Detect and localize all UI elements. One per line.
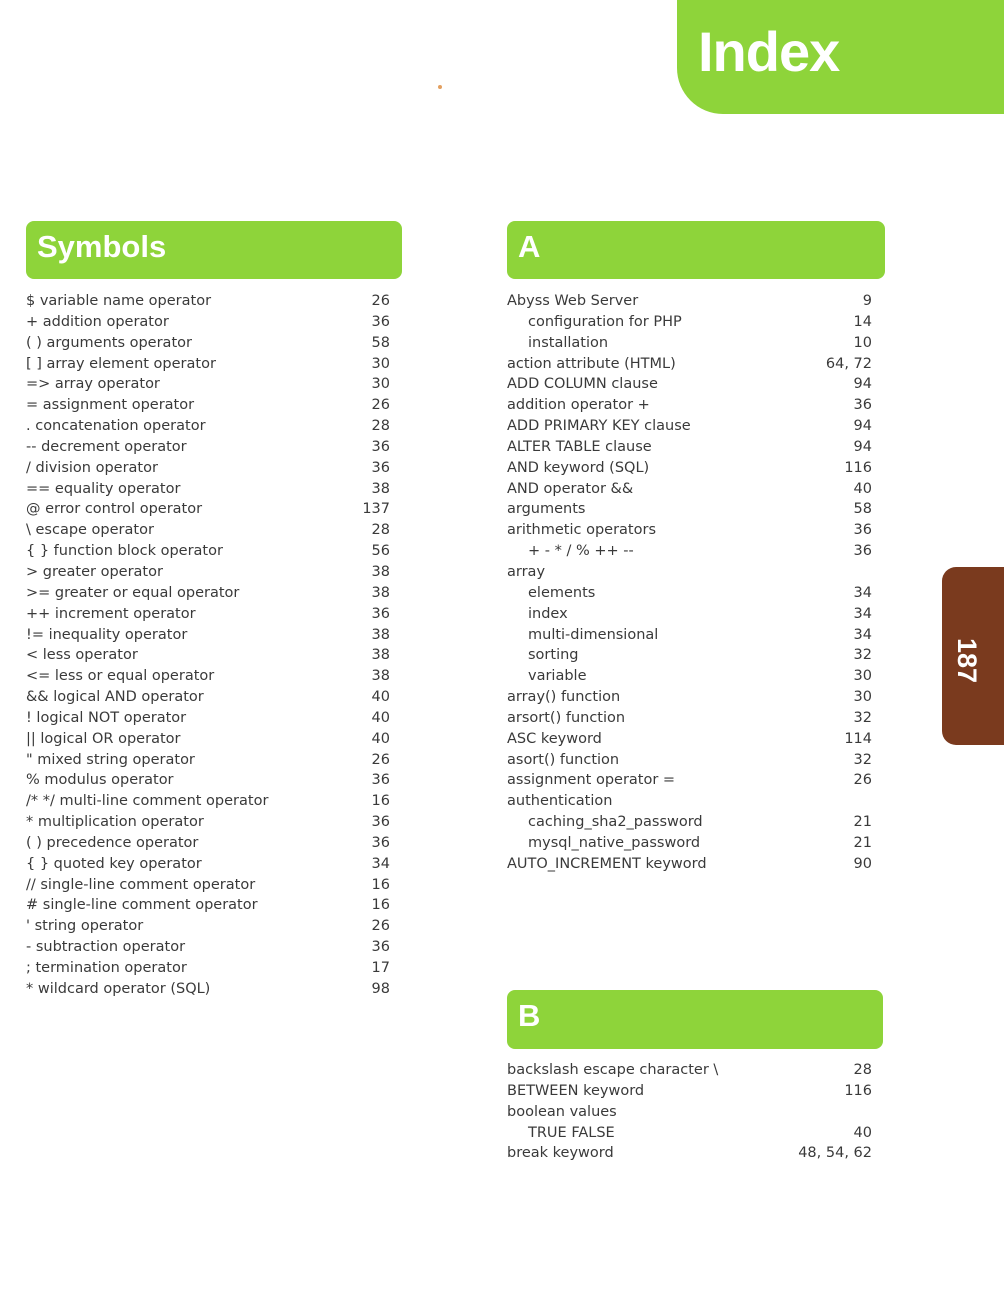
index-entry: [26, 833, 390, 854]
index-term: AND operator &&: [507, 480, 634, 497]
index-entry: [26, 708, 390, 729]
index-page-ref: 38: [371, 480, 390, 497]
index-page-ref: 30: [371, 376, 390, 393]
index-term: ( ) precedence operator: [26, 834, 199, 851]
index-page-ref: 26: [371, 293, 390, 309]
index-term: >= greater or equal operator: [26, 584, 240, 601]
index-page-ref: 26: [853, 772, 872, 789]
index-page-ref: 34: [853, 626, 872, 643]
index-term: = assignment operator: [26, 397, 195, 414]
index-term: ALTER TABLE clause: [507, 438, 652, 455]
index-page-ref: 116: [844, 1082, 872, 1099]
index-term: ADD COLUMN clause: [507, 376, 658, 393]
index-page-ref: 36: [853, 522, 872, 539]
index-entry: [26, 291, 390, 312]
index-term: sorting: [528, 647, 579, 664]
index-entry: [26, 583, 390, 604]
index-page-ref: 26: [371, 751, 390, 768]
index-term: TRUE FALSE: [528, 1124, 615, 1141]
index-term: // single-line comment operator: [26, 876, 256, 893]
index-page-ref: 26: [371, 397, 390, 414]
index-page-ref: 34: [371, 855, 390, 872]
index-term: Abyss Web Server: [507, 293, 639, 309]
index-page-ref: 36: [853, 543, 872, 560]
index-page-ref: 58: [853, 501, 872, 518]
section-header-a: [507, 221, 885, 279]
index-term: variable: [528, 668, 587, 685]
index-term: elements: [528, 584, 596, 601]
index-term: == equality operator: [26, 480, 181, 497]
index-term: ++ increment operator: [26, 605, 196, 622]
index-entry: [26, 979, 390, 1000]
index-term: || logical OR operator: [26, 730, 181, 747]
index-entry: [507, 687, 872, 708]
index-entry: [507, 416, 872, 437]
index-page-ref: 9: [862, 293, 872, 309]
index-term: <= less or equal operator: [26, 668, 215, 685]
index-entry: [26, 666, 390, 687]
index-page-ref: 137: [362, 501, 390, 518]
index-page-ref: 30: [853, 668, 872, 685]
index-term: => array operator: [26, 376, 160, 393]
index-page-ref: 94: [853, 438, 872, 455]
index-entry: [507, 520, 872, 541]
index-term: && logical AND operator: [26, 689, 204, 706]
index-page-ref: 14: [853, 313, 872, 330]
index-term: [ ] array element operator: [26, 355, 216, 372]
index-subentry: [507, 604, 872, 625]
index-term: \ escape operator: [26, 522, 154, 539]
index-term: % modulus operator: [26, 772, 174, 789]
index-page-ref: 32: [853, 709, 872, 726]
index-entry: [507, 750, 872, 771]
index-subentry: [507, 666, 872, 687]
index-entry: [26, 520, 390, 541]
index-term: ; termination operator: [26, 960, 187, 976]
index-entry: [507, 437, 872, 458]
symbols-index-list: [26, 291, 390, 1000]
index-entry: [507, 1060, 872, 1081]
index-term: array: [507, 563, 546, 580]
index-term: /* */ multi-line comment operator: [26, 793, 269, 810]
index-entry: [507, 499, 872, 520]
index-subentry: [507, 625, 872, 646]
index-entry: [26, 437, 390, 458]
index-term: ( ) arguments operator: [26, 334, 192, 351]
index-page-ref: 16: [371, 897, 390, 914]
index-page-ref: 10: [853, 334, 872, 351]
index-page-ref: 21: [853, 834, 872, 851]
index-entry: [26, 895, 390, 916]
a-index-list: [507, 291, 872, 875]
index-term: BETWEEN keyword: [507, 1082, 645, 1099]
index-term: ASC keyword: [507, 730, 602, 747]
index-page-ref: 36: [371, 459, 390, 476]
index-term: . concatenation operator: [26, 418, 206, 435]
index-page-ref: 40: [853, 1124, 872, 1141]
index-subentry: [507, 812, 872, 833]
index-term: authentication: [507, 793, 613, 810]
index-page-ref: 40: [853, 480, 872, 497]
index-term: multi-dimensional: [528, 626, 659, 643]
index-term: mysql_native_password: [528, 834, 701, 851]
index-page-ref: 36: [371, 438, 390, 455]
index-page-ref: 21: [853, 814, 872, 831]
index-page-ref: 38: [371, 584, 390, 601]
index-term: arguments: [507, 501, 586, 518]
index-page-ref: 48, 54, 62: [798, 1145, 872, 1162]
index-entry: [507, 708, 872, 729]
index-entry: [26, 937, 390, 958]
section-heading-a: A: [518, 229, 541, 264]
index-term: ' string operator: [26, 918, 144, 935]
index-term: -- decrement operator: [26, 438, 187, 455]
index-entry: [26, 416, 390, 437]
index-term: installation: [528, 334, 609, 351]
index-page-ref: 30: [371, 355, 390, 372]
index-entry: [26, 458, 390, 479]
index-term: " mixed string operator: [26, 751, 195, 768]
index-entry: [507, 479, 872, 500]
index-page-ref: 32: [853, 751, 872, 768]
index-term: @ error control operator: [26, 501, 203, 518]
index-page-ref: 36: [371, 772, 390, 789]
index-entry: [26, 687, 390, 708]
index-term: != inequality operator: [26, 626, 188, 643]
index-term: backslash escape character \: [507, 1062, 719, 1078]
index-page-ref: 40: [371, 709, 390, 726]
index-term: * wildcard operator (SQL): [26, 980, 211, 997]
index-subentry: [507, 312, 872, 333]
print-speck: [438, 85, 442, 89]
index-page-ref: 34: [853, 584, 872, 601]
index-page-ref: 28: [371, 522, 390, 539]
index-entry: [26, 916, 390, 937]
index-term: break keyword: [507, 1145, 614, 1162]
index-term: asort() function: [507, 751, 620, 768]
index-entry: [507, 374, 872, 395]
index-term: ! logical NOT operator: [26, 709, 187, 726]
index-entry: [507, 1081, 872, 1102]
index-subentry: [507, 333, 872, 354]
index-term: addition operator +: [507, 397, 650, 414]
index-page-ref: 26: [371, 918, 390, 935]
index-page-ref: 36: [371, 939, 390, 956]
index-term: ADD PRIMARY KEY clause: [507, 418, 691, 435]
index-entry: [26, 562, 390, 583]
index-entry: [26, 354, 390, 375]
index-page-ref: 36: [853, 397, 872, 414]
index-entry: [26, 958, 390, 979]
index-page-ref: 16: [371, 876, 390, 893]
index-page-ref: 40: [371, 689, 390, 706]
index-subentry: [507, 1123, 872, 1144]
index-entry: [26, 875, 390, 896]
index-entry: [507, 770, 872, 791]
index-entry: [26, 312, 390, 333]
index-term: caching_sha2_password: [528, 814, 703, 831]
index-entry: [26, 791, 390, 812]
index-entry: [507, 354, 872, 375]
index-entry: [26, 854, 390, 875]
index-entry: [26, 541, 390, 562]
index-entry: [507, 729, 872, 750]
index-term: assignment operator =: [507, 772, 676, 789]
index-term: AND keyword (SQL): [507, 459, 650, 476]
section-header-symbols: [26, 221, 402, 279]
index-entry: [507, 562, 872, 583]
index-page-ref: 36: [371, 313, 390, 330]
index-page-ref: 28: [853, 1062, 872, 1078]
index-entry: [26, 499, 390, 520]
index-term: < less operator: [26, 647, 138, 664]
index-subentry: [507, 645, 872, 666]
index-entry: [26, 645, 390, 666]
index-page-ref: 38: [371, 563, 390, 580]
index-term: # single-line comment operator: [26, 897, 258, 914]
index-page-ref: 17: [371, 960, 390, 976]
page-title: Index: [698, 20, 840, 83]
index-entry: [26, 729, 390, 750]
index-page-ref: 40: [371, 730, 390, 747]
index-term: { } function block operator: [26, 543, 223, 560]
index-entry: [26, 750, 390, 771]
index-page-ref: 98: [371, 980, 390, 997]
index-entry: [26, 395, 390, 416]
index-page-ref: 56: [371, 543, 390, 560]
index-page-ref: 90: [853, 855, 872, 872]
index-term: / division operator: [26, 459, 158, 476]
index-page-ref: 38: [371, 647, 390, 664]
index-page-ref: 28: [371, 418, 390, 435]
index-term: arsort() function: [507, 709, 626, 726]
index-entry: [507, 291, 872, 312]
index-page-ref: 38: [371, 668, 390, 685]
index-term: + - * / % ++ --: [528, 543, 634, 560]
index-entry: [26, 333, 390, 354]
index-page-ref: 36: [371, 605, 390, 622]
section-heading-symbols: Symbols: [37, 229, 167, 264]
index-page-ref: 32: [853, 647, 872, 664]
index-term: configuration for PHP: [528, 313, 682, 330]
index-page-ref: 36: [371, 814, 390, 831]
index-entry: [26, 374, 390, 395]
index-entry: [507, 791, 872, 812]
index-entry: [507, 1102, 872, 1123]
index-entry: [26, 770, 390, 791]
index-term: + addition operator: [26, 313, 169, 330]
index-term: > greater operator: [26, 563, 163, 580]
index-page-ref: 38: [371, 626, 390, 643]
index-entry: [26, 479, 390, 500]
index-subentry: [507, 833, 872, 854]
index-page-ref: 34: [853, 605, 872, 622]
index-entry: [507, 854, 872, 875]
index-entry: [507, 1143, 872, 1164]
index-entry: [26, 812, 390, 833]
index-term: * multiplication operator: [26, 814, 204, 831]
index-entry: [507, 458, 872, 479]
index-page-ref: 94: [853, 418, 872, 435]
index-page-ref: 116: [844, 459, 872, 476]
index-term: action attribute (HTML): [507, 355, 676, 372]
index-page-ref: 58: [371, 334, 390, 351]
page-number: 187: [952, 638, 982, 684]
index-page-ref: 64, 72: [825, 355, 872, 372]
index-page-ref: 36: [371, 834, 390, 851]
index-term: $ variable name operator: [26, 293, 212, 309]
index-term: boolean values: [507, 1103, 617, 1120]
index-entry: [26, 604, 390, 625]
index-term: array() function: [507, 689, 621, 706]
section-heading-b: B: [518, 998, 541, 1033]
index-entry: [507, 395, 872, 416]
index-term: arithmetic operators: [507, 522, 657, 539]
index-term: AUTO_INCREMENT keyword: [507, 855, 707, 872]
index-page-ref: 94: [853, 376, 872, 393]
index-page-ref: 16: [371, 793, 390, 810]
index-term: index: [528, 605, 568, 622]
index-page-ref: 30: [853, 689, 872, 706]
index-page-ref: 114: [844, 730, 872, 747]
index-subentry: [507, 583, 872, 604]
index-entry: [26, 625, 390, 646]
index-subentry: [507, 541, 872, 562]
index-term: - subtraction operator: [26, 939, 186, 956]
b-index-list: [507, 1060, 872, 1164]
section-header-b: [507, 990, 883, 1049]
index-term: { } quoted key operator: [26, 855, 202, 872]
